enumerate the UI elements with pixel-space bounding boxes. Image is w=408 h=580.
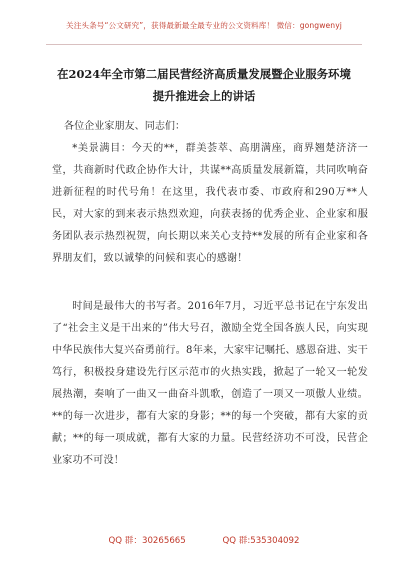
- paragraph-2: 时间是最伟大的书写者。2016年7月，习近平总书记在宁东发出了“社会主义是干出来的”伟大号召，激励全党全国各族人民，向实现中华民族伟大复兴奋勇前行。8年来，大家牢记嘱托、感恩奋进、实干笃行，积极投身建设先行区示范市的火热实践，掀起了一轮又一轮发展热潮，奏响了一曲又一曲奋斗凯歌，创造了一项又一项傲人业绩。**的每一次进步，都有大家的身影；**的每一个突破，都有大家的贡献；**的每一项成就，都有大家的力量。民营经济功不可没，民营企业家功不可没！: [52, 301, 368, 466]
- salutation: 各位企业家朋友、同志们：: [64, 121, 186, 132]
- document-title-line1: 在2024年全市第二届民营经济高质量发展暨企业服务环境: [57, 67, 351, 81]
- header-banner: 关注头条号“公文研究”，获得最新最全最专业的公文资料库！ 微信：gongwenyj: [66, 21, 342, 30]
- footer-contact: [0, 534, 408, 546]
- document-title-line2: 提升推进会上的讲话: [152, 89, 256, 103]
- footer-qq-group-2: QQ 群:535304092: [222, 536, 300, 546]
- paragraph-1: *美景满目：今天的**，群美荟萃、高朋满座，商界翘楚济济一堂，共商新时代政企协作大计，共谋**高质量发展新篇，共同吹响奋进新征程的时代号角！在这里，我代表市委、市政府和290万**人民，对大家的到来表示热烈欢迎，向获表扬的优秀企业、企业家和服务团队表示热烈祝贺，向长期以来关心支持**发展的所有企业家和各界朋友们，致以诚挚的问候和衷心的感谢！: [52, 143, 368, 264]
- footer-qq-group-1: QQ 群：30265665: [108, 536, 186, 546]
- header-divider: [46, 44, 362, 45]
